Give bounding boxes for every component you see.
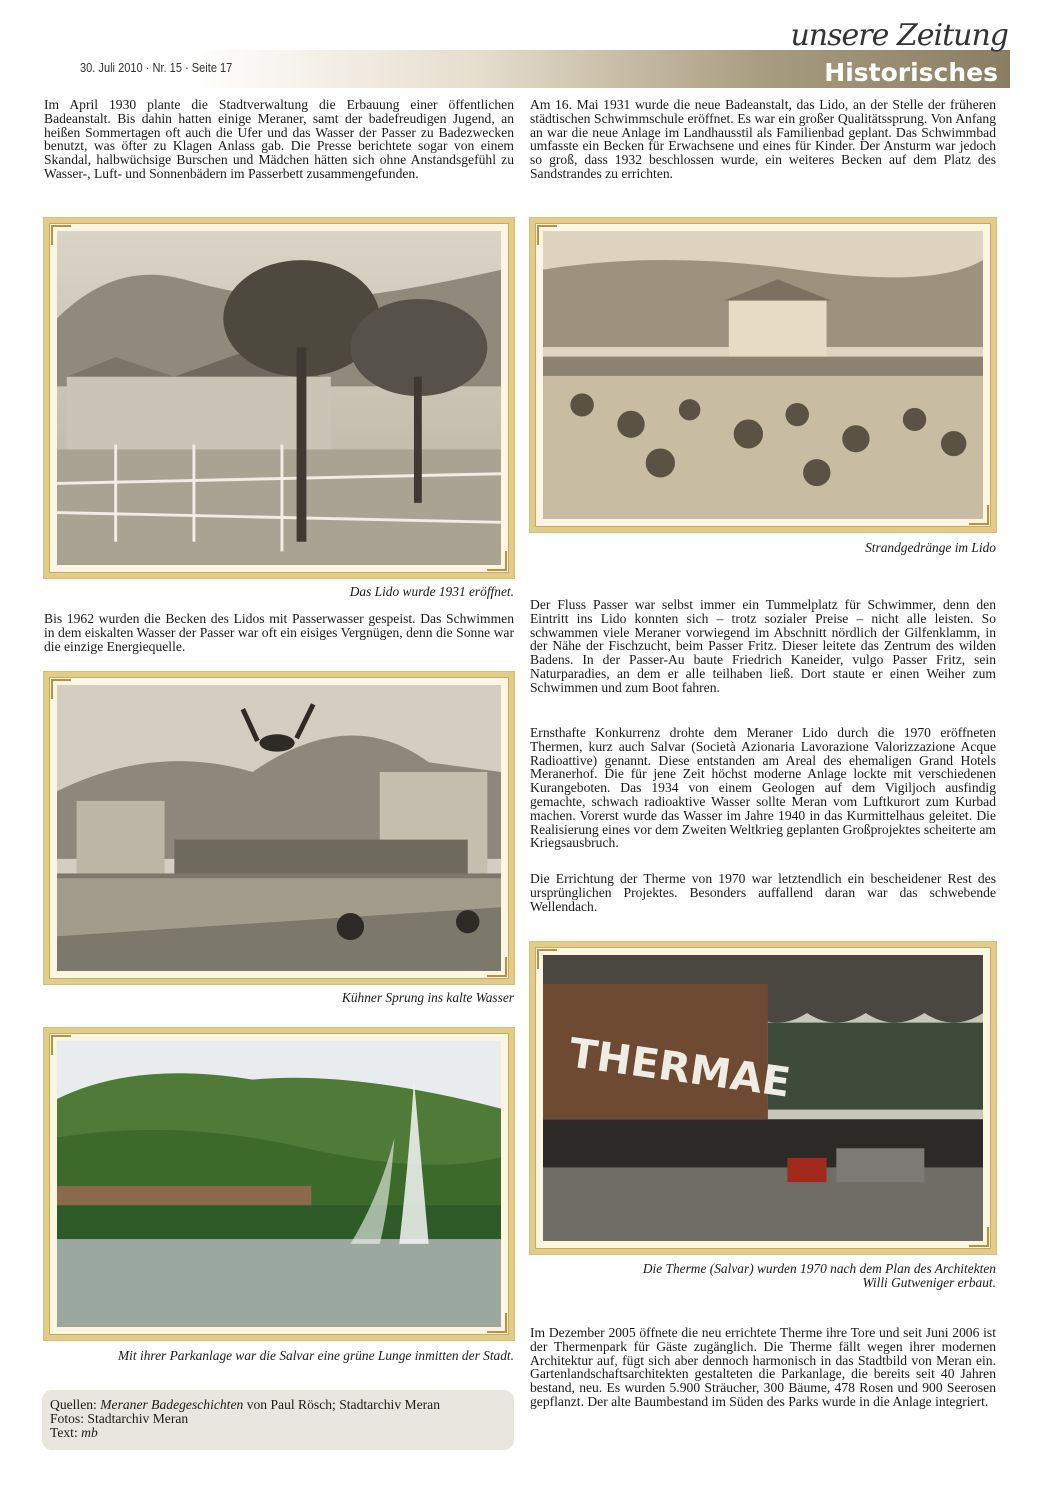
article-paragraph: Im Dezember 2005 öffnete die neu errichtete Therme ihre Tore und seit Juni 2006 ist der Thermenpark für Gäste zugänglich. Die Therme fällt wegen ihrer modernen Architektur auf, fügt sich aber dennoch harmonisch in das Stadtbild von Meran ein. Gartenlandschaftsarchitekten gestalteten die Parkanlage, die bereits seit 40 Jahren bestand, neu. Es wurden 5.900 Sträucher, 300 Bäume, 478 Rosen und 900 Seerosen gepflanzt. Der alte Baumbestand im Süden des Parks wurde in die Anlage integriert.: [530, 1325, 996, 1409]
article-paragraph: Bis 1962 wurden die Becken des Lidos mit Passerwasser gespeist. Das Schwimmen in dem eiskalten Wasser der Passer war oft ein eisiges Vergnügen, denn die Sonne war die einzige Energiequelle.: [44, 611, 514, 654]
thermae-sign: THERMAE: [566, 1028, 794, 1107]
photo-caption: Mit ihrer Parkanlage war die Salvar eine grüne Lunge inmitten der Stadt.: [118, 1348, 514, 1363]
sources-work-title: Meraner Badegeschichten: [100, 1397, 244, 1412]
text-credit-label: Text:: [50, 1424, 78, 1440]
photo-caption-line: Die Therme (Salvar) wurden 1970 nach dem Plan des Architekten: [642, 1261, 996, 1276]
photo-caption-line: Willi Gutweniger erbaut.: [862, 1275, 996, 1290]
photo-caption: Das Lido wurde 1931 eröffnet.: [349, 584, 514, 599]
masthead-logo: unsere Zeitung: [790, 18, 1008, 53]
photo-frame-lido-1931: [44, 218, 514, 578]
photo-frame-beach: [530, 218, 996, 532]
article-paragraph: Im April 1930 plante die Stadtverwaltung die Erbauung einer öffentlichen Badeanstalt. Bis dahin hatten einige Meraner, samt der badefreudigen Jugend, an heißen Sommertagen oft auch die Ufer und das Wasser der Passer zu Badezwecken benutzt, was öfter zu Klagen Anlass gab. Die Presse berichtete sogar von einem Skandal, halbwüchsige Burschen und Mädchen hätten sich ohne Anstandsgefühl zu Wasser-, Luft- und Sonnenbädern im Passerbett zusammengefunden.: [44, 97, 514, 181]
photo-caption: Strandgedränge im Lido: [865, 540, 996, 555]
photo-salvar-park: [57, 1041, 501, 1327]
article-paragraph: Ernsthafte Konkurrenz drohte dem Meraner Lido durch die 1970 eröffneten Thermen, kurz auch Salvar (Società Azionaria Lavorazione Valorizzazione Acque Radioattive) genannt. Diese entstanden am Areal des ehemaligen Grand Hotels Meranerhof. Die für jene Zeit höchst moderne Anlage lockte mit verschiedenen Kurangeboten. Das 1934 von einem Geologen auf dem Vigiljoch ausfindig gemachte, schwach radioaktive Wasser sollte Meran vom Luftkurort zum Kurbad machen. Vorerst wurde das Wasser im Jahre 1940 in das Kurmittelhaus geleitet. Die Realisierung eines vor dem Zweiten Weltkrieg geplanten Großprojektes scheiterte am Kriegsausbruch.: [530, 725, 996, 851]
section-title: Historisches: [824, 58, 998, 87]
photo-frame-thermae: [530, 942, 996, 1254]
photo-lido-opening: [57, 231, 501, 565]
photo-diver: [57, 685, 501, 971]
sources-label: Quellen:: [50, 1397, 97, 1412]
photo-thermae-building: [543, 955, 983, 1241]
article-paragraph: Die Errichtung der Therme von 1970 war letztendlich ein bescheidener Rest des ursprünglichen Projektes. Besonders auffallend daran war das schwebende Wellendach.: [530, 871, 996, 914]
photo-credits: Fotos: Stadtarchiv Meran: [50, 1410, 189, 1426]
photo-caption: [530, 1262, 996, 1290]
photo-frame-dive: [44, 672, 514, 984]
photo-beach-crowd: [543, 231, 983, 519]
article-paragraph: Der Fluss Passer war selbst immer ein Tummelplatz für Schwimmer, denn den Eintritt ins Lido konnten sich – trotz sozialer Preise – nicht alle leisten. So schwammen viele Meraner vorwiegend im Abschnitt nördlich der Gilfenklamm, in der Nähe der Fischzucht, beim Passer Fritz. Dieser leitete das Zentrum des wilden Badens. In der Passer-Au baute Friedrich Kaneider, vulgo Passer Fritz, sein Naturparadies, an dem er alle teilhaben ließ. Dort staute er einen Weiher zum Schwimmen und zum Boot fahren.: [530, 597, 996, 695]
sources-box: [42, 1390, 514, 1450]
photo-caption: Kühner Sprung ins kalte Wasser: [341, 990, 514, 1005]
text-credit-author: mb: [81, 1424, 98, 1440]
sources-rest: von Paul Rösch; Stadtarchiv Meran: [246, 1397, 440, 1412]
article-paragraph: Am 16. Mai 1931 wurde die neue Badeanstalt, das Lido, an der Stelle der früheren städtischen Schwimmschule eröffnet. Es war ein großer Qualitätssprung. Von Anfang an war die neue Anlage im Landhausstil als Familienbad geplant. Das Schwimmbad umfasste ein Becken für Erwachsene und eines für Kinder. Der Ansturm war jedoch so groß, dass 1932 beschlossen wurde, ein weiteres Becken auf dem Platz des Sandstrandes zu errichten.: [530, 97, 996, 181]
photo-frame-park: [44, 1028, 514, 1340]
issue-date-line: 30. Juli 2010 · Nr. 15 · Seite 17: [80, 60, 233, 75]
